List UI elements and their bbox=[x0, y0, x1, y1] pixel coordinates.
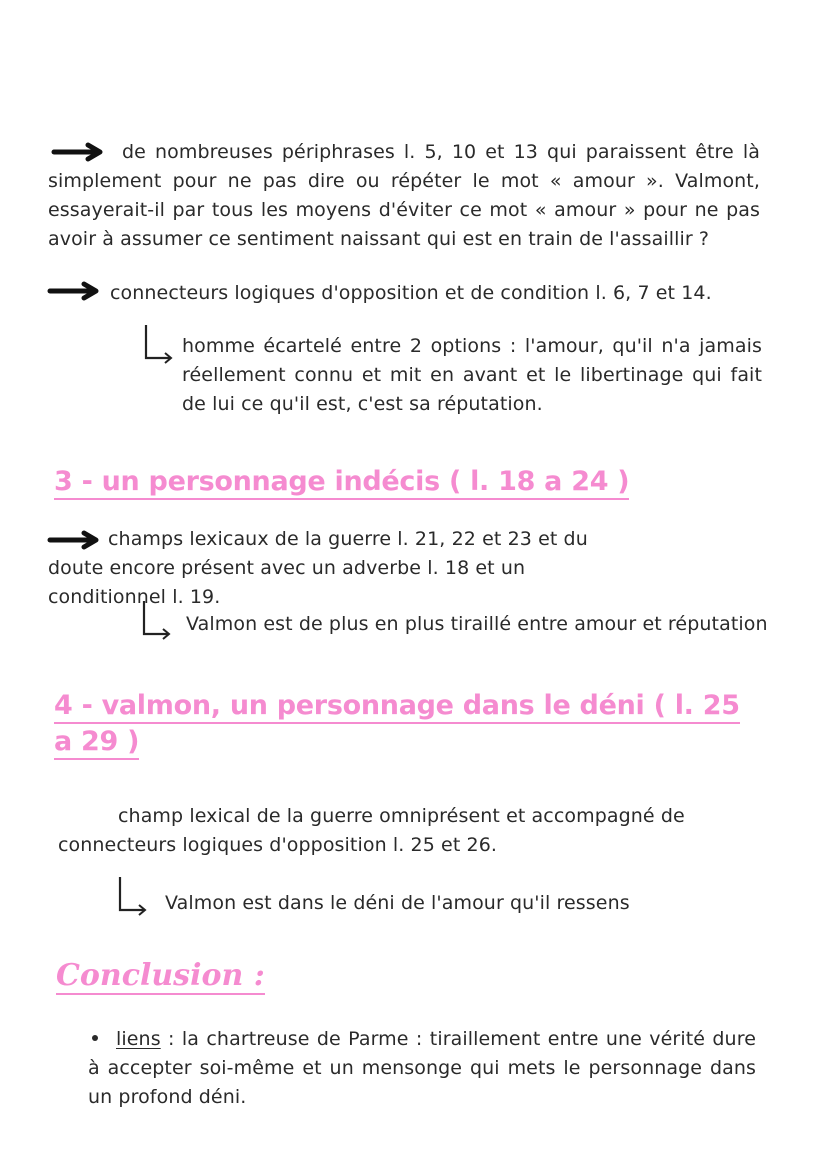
right-arrow-icon bbox=[46, 281, 102, 301]
champs-lexicaux-paragraph: champs lexicaux de la guerre l. 21, 22 et 23 et du doute encore présent avec un adverbe l. 18 et un conditionnel l. 19. bbox=[48, 528, 588, 608]
liens-label: liens bbox=[116, 1028, 161, 1050]
section-heading-3: 3 - un personnage indécis ( l. 18 a 24 ) bbox=[54, 464, 629, 500]
champ-lexical-paragraph: champ lexical de la guerre omniprésent et accompagné de connecteurs logiques d'opposition l. 25 et 26. bbox=[58, 805, 685, 856]
connecteurs-paragraph: connecteurs logiques d'opposition et de condition l. 6, 7 et 14. bbox=[110, 282, 712, 304]
deni-paragraph: Valmon est dans le déni de l'amour qu'il ressens bbox=[165, 892, 630, 914]
tiraille-paragraph: Valmon est de plus en plus tiraillé entre amour et réputation bbox=[186, 613, 768, 635]
conclusion-heading: Conclusion : bbox=[56, 958, 265, 993]
homme-ecartele-paragraph: homme écartelé entre 2 options : l'amour, qu'il n'a jamais réellement connu et mit en avant et le libertinage qui fait de lui ce qu'il est, c'est sa réputation. bbox=[182, 335, 762, 415]
section-heading-4: 4 - valmon, un personnage dans le déni ( l. 25 a 29 ) bbox=[54, 688, 740, 760]
periphrases-paragraph: de nombreuses périphrases l. 5, 10 et 13 qui paraissent être là simplement pour ne pas dire ou répéter le mot « amour ». Valmont, essayerait-il par tous les moyens d'éviter ce mot « amour » pour ne pas avoir à assumer ce sentiment naissant qui est en train de l'assaillir ? bbox=[48, 141, 760, 250]
sub-arrow-icon bbox=[114, 874, 154, 918]
sub-arrow-icon bbox=[140, 322, 180, 366]
liens-text: : la chartreuse de Parme : tiraillement entre une vérité dure à accepter soi-même et un mensonge qui mets le personnage dans un profond déni. bbox=[88, 1028, 756, 1108]
sub-arrow-icon bbox=[138, 598, 178, 642]
conclusion-liens-paragraph bbox=[88, 1025, 756, 1112]
